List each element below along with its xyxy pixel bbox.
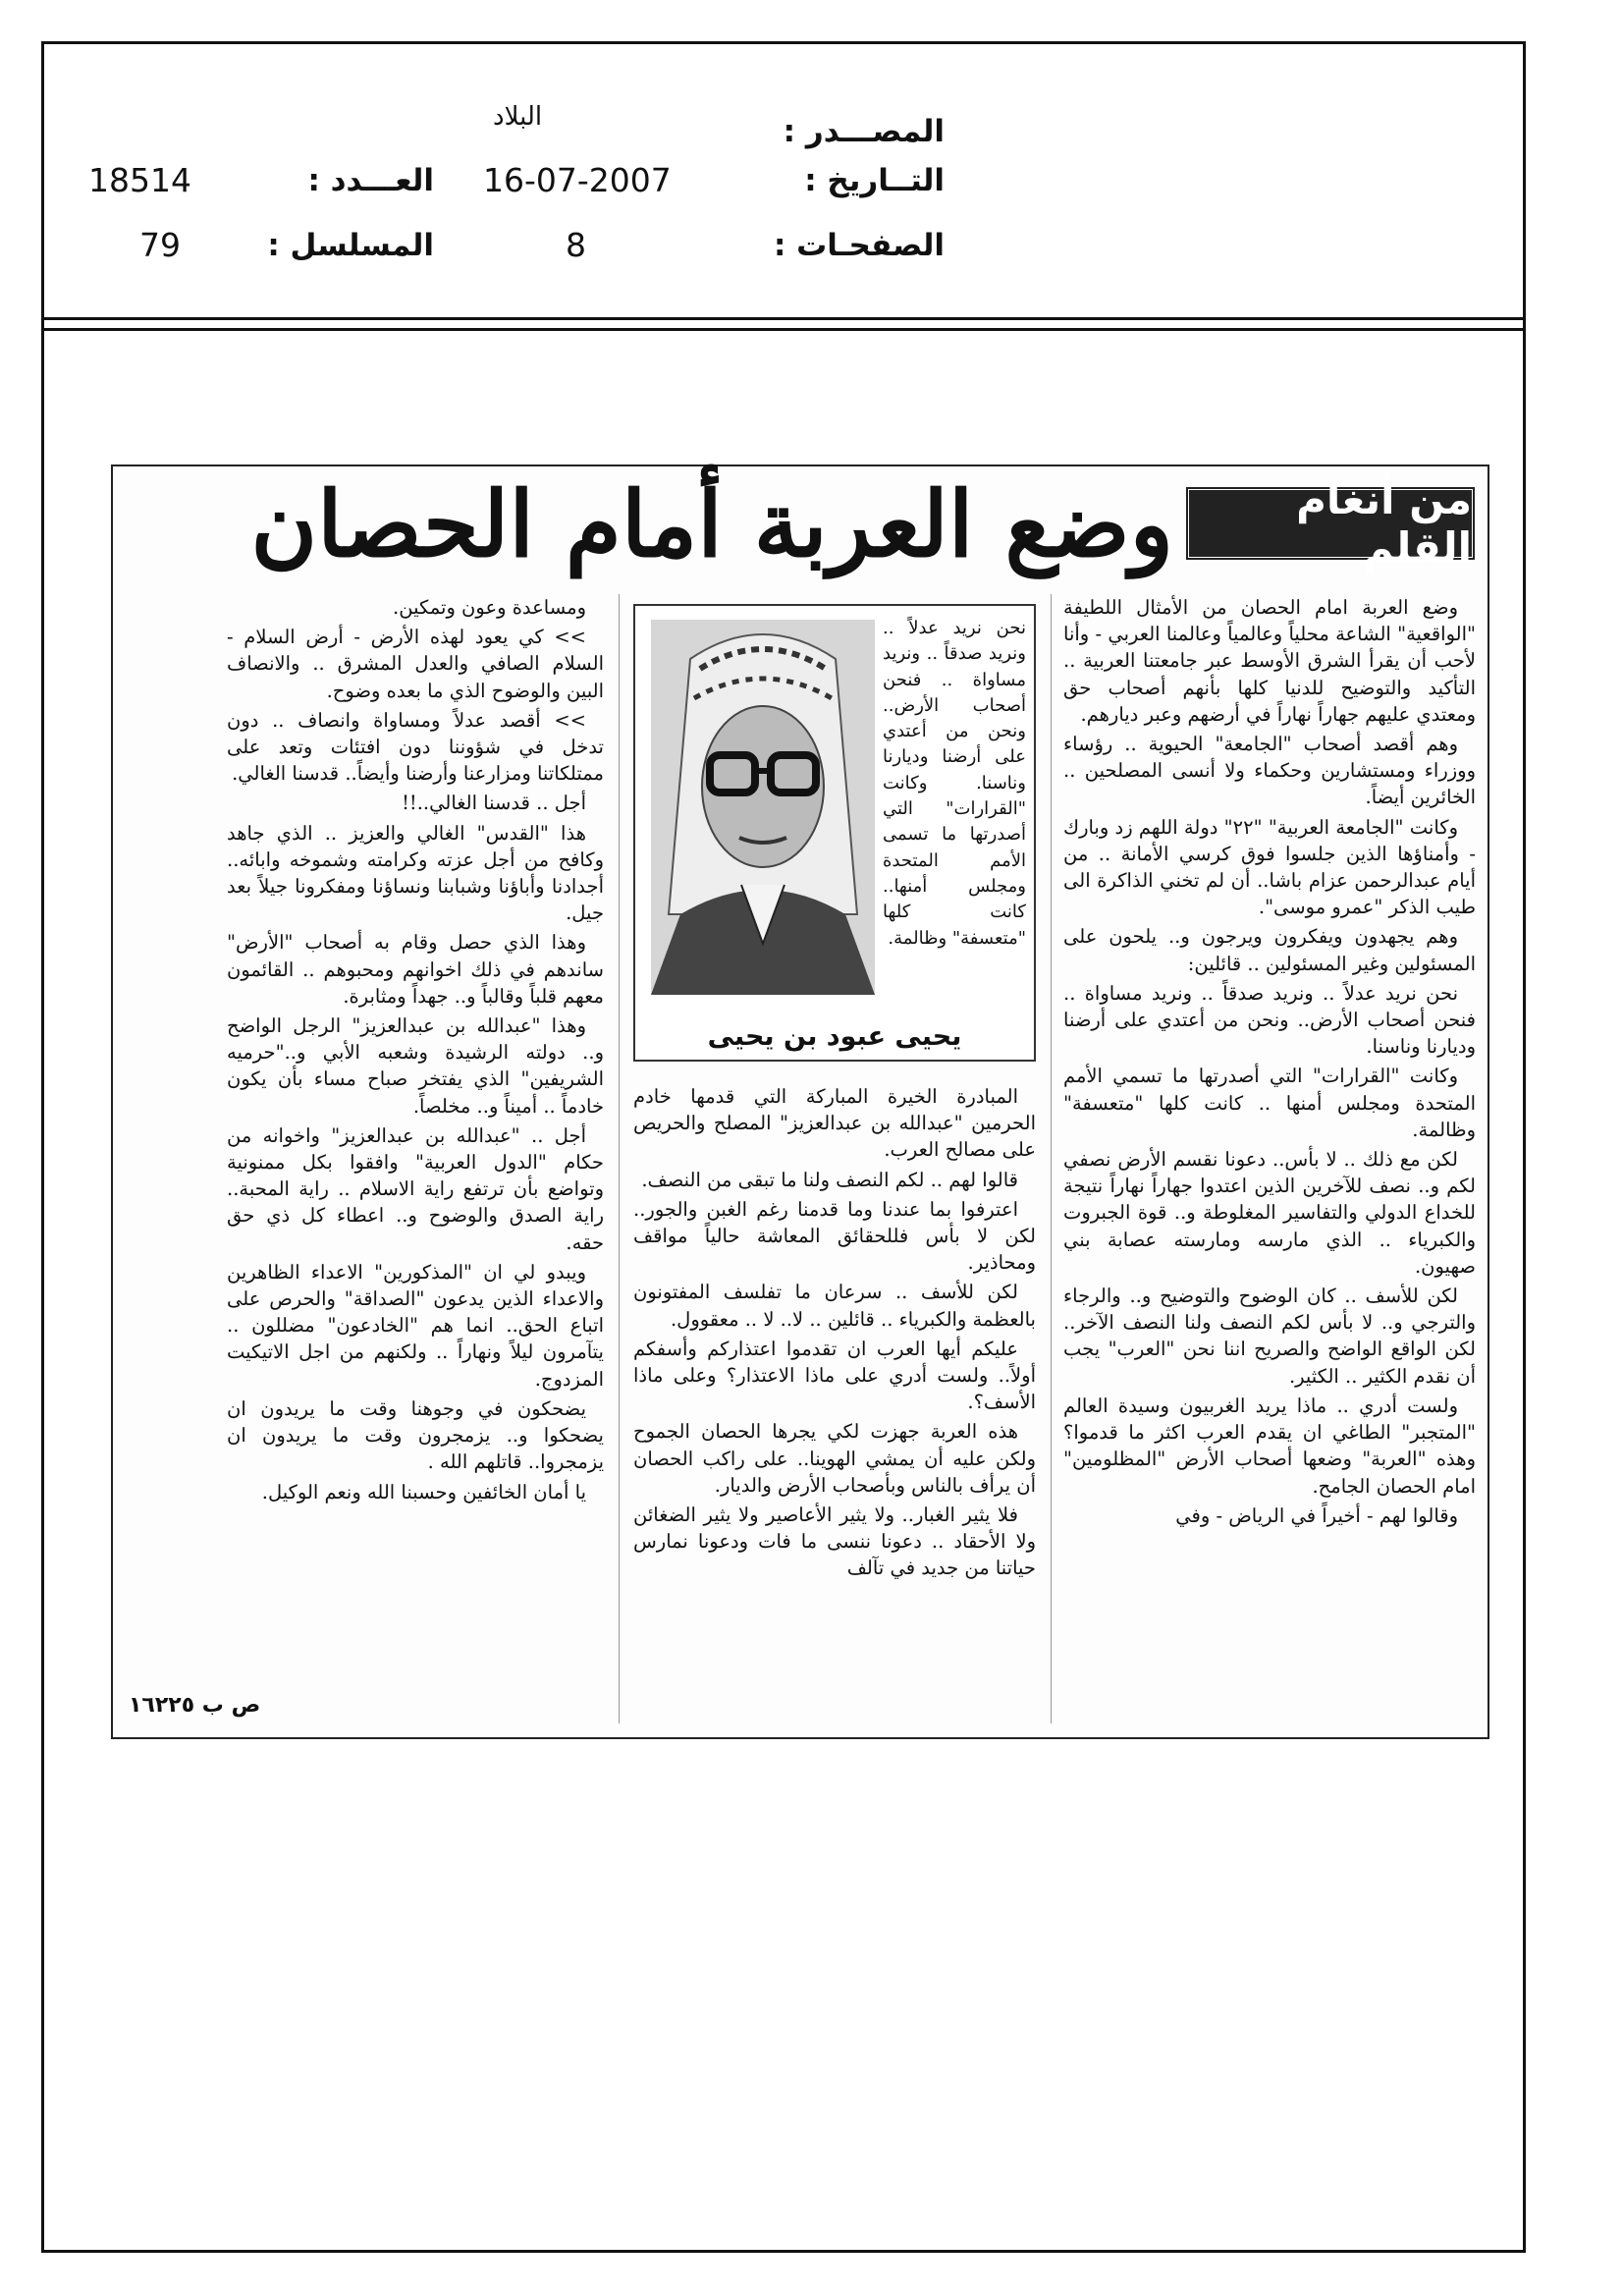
paragraph: وضع العربة امام الحصان من الأمثال اللطيفة "الواقعية" الشاعة محلياً وعالمياً وعالمنا العربي - وأنا لأحب أن يقرأ الشرق الأوسط عبر جامعتنا العربية .. التأكيد والتوضيح للدنيا كلها بأنهم أصحاب حق ومعتدي عليهم جهاراً نهاراً في أرضهم وعبر ديارهم. [1063, 596, 1476, 726]
paragraph: هذا "القدس" الغالي والعزيز .. الذي جاهد وكافح من أجل عزته وكرامته وشموخه وابائه.. أجدادنا وأباؤنا وشبابنا ونساؤنا ومفكرونا جيلاً بعد جيل. [227, 821, 604, 925]
paragraph: أجل .. "عبدالله بن عبدالعزيز" واخوانه من حكام "الدول العربية" وافقوا بكل ممنونية وتواضع بأن ترتفع راية الاسلام .. راية المحبة.. راية الصدق والوضوح و.. اعطاء كل ذي حق حقه. [227, 1123, 604, 1254]
date-label: التــاريخ : [804, 163, 945, 198]
paragraph: نحن نريد عدلاً .. ونريد صدقاً .. ونريد مساواة .. فنحن أصحاب الأرض.. ونحن من أعتدي على أرضنا وديارنا وناسنا. [1063, 981, 1476, 1059]
paragraph: وقالوا لهم - أخيراً في الرياض - وفي [1175, 1503, 1458, 1527]
paragraph: المبادرة الخيرة المباركة التي قدمها خادم الحرمين "عبدالله بن عبدالعزيز" المصلح والحريص على مصالح العرب. [633, 1085, 1036, 1162]
paragraph: ومساعدة وعون وتمكين. [393, 596, 586, 619]
paragraph: هذه العربة جهزت لكي يجرها الحصان الجموح ولكن عليه أن يمشي الهوينا.. على راكب الحصان أن يرأف بالناس وبأصحاب الأرض والديار. [633, 1420, 1036, 1497]
paragraph: لكن مع ذلك .. لا بأس.. دعونا نقسم الأرض نصفي لكم و.. نصف للآخرين الذين اعتدوا جهاراً نهاراً نتيجة للخداع الدولي والتفاسير المغلوطة و.. قوة الجبروت والكبرياء .. الذي مارسه ومارسته عصابة بني صهيون. [1063, 1148, 1476, 1278]
paragraph: فلا يثير الغبار.. ولا يثير الأعاصير ولا يثير الضغائن ولا الأحقاد .. دعونا ننسى ما فات ودعونا نمارس حياتنا من جديد في تآلف [633, 1503, 1036, 1580]
header-divider [41, 328, 1526, 331]
date-value: 16-07-2007 [483, 161, 672, 199]
serial-value: 79 [139, 226, 181, 264]
source-value: البلاد [493, 102, 543, 132]
column-rule [1051, 594, 1052, 1723]
newspaper-clipping [111, 465, 1489, 1739]
paragraph: لكن للأسف .. كان الوضوح والتوضيح و.. والرجاء والترجي و.. لا بأس لكم النصف ولنا النصف الآخر.. لكن الواقع الواضح والصريح اننا نحن "العرب" يجب أن نقدم الكثير .. الكثير. [1063, 1285, 1476, 1388]
pages-label: الصفحـات : [773, 228, 945, 263]
paragraph: أجل .. قدسنا الغالي..!! [402, 792, 586, 815]
article-column-3 [227, 594, 604, 1723]
paragraph: >> كي يعود لهذه الأرض - أرض السلام - السلام الصافي والعدل المشرق .. والانصاف البين والوضوح الذي ما بعده وضوح. [227, 626, 604, 702]
issue-value: 18514 [88, 161, 191, 199]
author-box [633, 604, 1036, 1062]
article-headline: وضع العربة أمام الحصان [250, 471, 1173, 577]
paragraph: قالوا لهم .. لكم النصف ولنا ما تبقى من النصف. [641, 1168, 1018, 1191]
paragraph: وهم أقصد أصحاب "الجامعة" الحيوية .. رؤساء ووزراء ومستشارين وحكماء ولا أنسى المصلحين .. الخائرين أيضاً. [1063, 733, 1476, 809]
paragraph: يا أمان الخائفين وحسبنا الله ونعم الوكيل. [261, 1480, 586, 1503]
paragraph: وهذا "عبدالله بن عبدالعزيز" الرجل الواضح و.. دولته الرشيدة وشعبه الأبي و.."حرميه الشريفين" الذي يفتخر صباح مساء بأن يكون خادماً .. أميناً و.. مخلصاً. [227, 1014, 604, 1118]
author-photo [651, 620, 875, 995]
paragraph: عليكم أيها العرب ان تقدموا اعتذاركم وأسفكم أولاً.. ولست أدري على ماذا الاعتذار؟ وعلى ماذا الأسف؟. [633, 1337, 1036, 1414]
author-portrait-icon [651, 620, 875, 995]
pull-quote: نحن نريد عدلاً .. ونريد صدقاً .. ونريد مساواة .. فنحن أصحاب الأرض.. ونحن من أعتدي على أرضنا وديارنا وناسنا. وكانت "القرارات" التي أصدرتها ما تسمى الأمم المتحدة ومجلس أمنها.. كانت كلها "متعسفة" وظالمة. [883, 618, 1026, 949]
paragraph: ولست أدري .. ماذا يريد الغربيون وسيدة العالم "المتجبر" الطاغي ان يقدم العرب اكثر ما قدموا؟ وهذه "العربة" وضعها أصحاب الأرض "المظلومين" امام الحصان الجامح. [1063, 1394, 1476, 1498]
paragraph: يضحكون في وجوهنا وقت ما يريدون ان يضحكوا و.. يزمجرون وقت ما يريدون ان يزمجروا.. قاتلهم الله . [227, 1396, 604, 1474]
paragraph: وكانت "القرارات" التي أصدرتها ما تسمي الأمم المتحدة ومجلس أمنها .. كانت كلها "متعسفة" وظالمة. [1063, 1065, 1476, 1141]
serial-label: المسلسل : [267, 228, 434, 263]
paragraph: لكن للأسف .. سرعان ما تفلسف المفتونون بالعظمة والكبرياء .. قائلين .. لا.. لا .. معقوول. [633, 1281, 1036, 1331]
paragraph: اعترفوا بما عندنا وما قدمنا رغم الغبن والجور.. لكن لا بأس فللحقائق المعاشة حالياً مواقف ومحاذير. [633, 1197, 1036, 1275]
pages-value: 8 [566, 226, 586, 264]
paragraph: >> أقصد عدلاً ومساواة وانصاف .. دون تدخل في شؤوننا دون افتئات وتعد على ممتلكاتنا ومزارعنا وأرضنا وأيضاً.. قدسنا الغالي. [227, 708, 604, 786]
issue-label: العـــدد : [307, 163, 434, 198]
source-label: المصـــدر : [783, 114, 945, 149]
author-name: يحيى عبود بن يحيى [707, 1021, 962, 1052]
paragraph: وهذا الذي حصل وقام به أصحاب "الأرض" ساندهم في ذلك اخوانهم ومحبوهم .. القائمون معهم قلباً وقالباً و.. جهداً ومثابرة. [227, 931, 604, 1008]
column-rubric: من أنغام القلم [1185, 486, 1476, 561]
column-rule [619, 594, 620, 1723]
paragraph: ويبدو لي ان "المذكورين" الاعداء الظاهرين والاعداء الذين يدعون "الصداقة" والحرص على اتباع الحق.. انما هم "الخادعون" مضللون .. يتآمرون ليلاً ونهاراً .. ولكنهم من اجل الاتيكيت المزدوج. [227, 1260, 604, 1391]
paragraph: وكانت "الجامعة العربية" "٢٢" دولة اللهم زد وبارك - وأمناؤها الذين جلسوا فوق كرسي الأمانة .. من أيام عبدالرحمن عزام باشا.. أن لم تخني الذاكرة الى طيب الذكر "عمرو موسى". [1063, 815, 1476, 919]
article-column-1 [1063, 594, 1476, 1723]
article-column-2 [633, 1083, 1036, 1723]
paragraph: وهم يجهدون ويفكرون ويرجون و.. يلحون على المسئولين وغير المسئولين .. قائلين: [1063, 925, 1476, 975]
document-header [41, 41, 1526, 320]
author-signature: ص ب ١٦٢٢٥ [129, 1693, 261, 1718]
